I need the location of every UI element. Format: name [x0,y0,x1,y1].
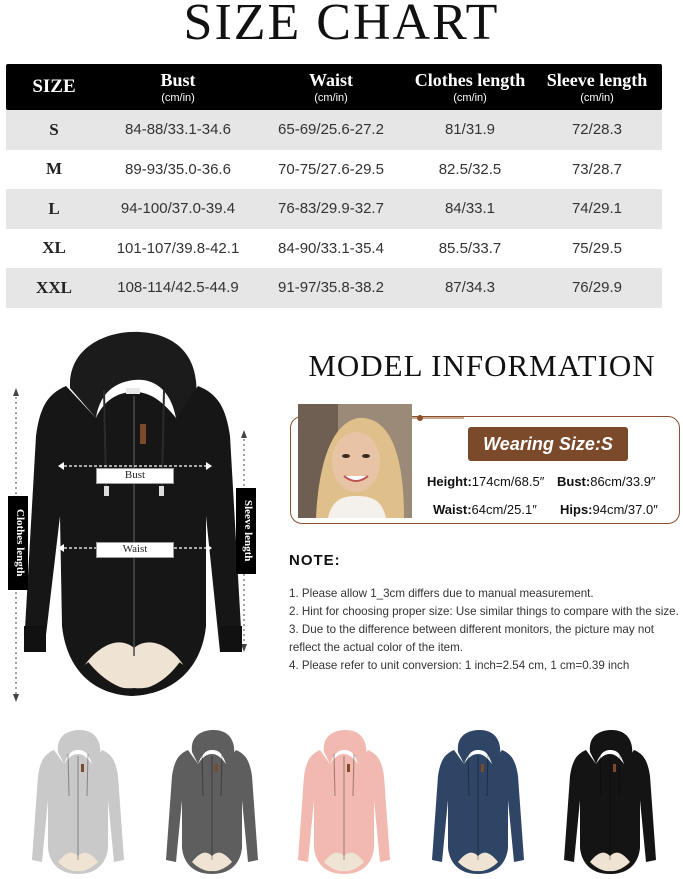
model-photo [298,404,412,518]
clothes-length-cell: 82.5/32.5 [438,160,502,178]
model-waist: Waist:64cm/25.1″ [433,502,537,517]
header-clothes-length: Clothes length (cm/in) [414,69,526,104]
waist-cell: 76-83/29.9-32.7 [278,200,384,218]
bust-cell: 101-107/39.8-42.1 [116,239,240,257]
measurement-diagram [0,326,262,706]
note-title: NOTE: [289,552,341,569]
note-item: 1. Please allow 1_3cm differs due to manual measurement. [289,587,594,600]
model-information-title: MODEL INFORMATION [308,348,656,383]
table-row [6,189,662,229]
header-size: SIZE [32,76,76,97]
header-waist: Waist (cm/in) [308,69,353,104]
model-height: Height:174cm/68.5″ [427,474,545,489]
bust-label: Bust [96,468,174,484]
bust-cell: 94-100/37.0-39.4 [120,200,236,218]
waist-cell: 70-75/27.6-29.5 [278,160,384,178]
clothes-length-cell: 85.5/33.7 [438,239,502,257]
hoodie-variant-dark-gray [158,730,266,876]
bust-cell: 89-93/35.0-36.6 [125,160,231,178]
table-row [6,268,662,308]
header-sleeve-length: Sleeve length (cm/in) [546,69,648,104]
size-cell: XXL [36,277,72,297]
bust-cell: 108-114/42.5-44.9 [117,279,239,297]
waist-cell: 65-69/25.6-27.2 [278,121,384,139]
size-cell: M [45,159,63,179]
size-cell: XL [42,238,66,258]
hoodie-variant-pink [290,730,398,876]
wearing-size-badge: Wearing Size:S [468,427,628,461]
hoodie-variant-navy [424,730,532,876]
size-chart-table [6,64,662,308]
hoodie-variant-light-gray [24,730,132,876]
waist-cell: 91-97/35.8-38.2 [278,279,384,297]
bust-cell: 84-88/33.1-34.6 [125,121,231,139]
hoodie-variant-black [556,730,664,876]
hoodie-illustration [0,326,262,706]
sleeve-length-cell: 75/29.5 [571,239,623,257]
table-header [6,64,662,110]
table-row [6,229,662,269]
sleeve-length-cell: 72/28.3 [571,121,623,139]
model-hips: Hips:94cm/37.0″ [560,502,658,517]
sleeve-length-label: Sleeve length [236,488,256,574]
clothes-length-cell: 81/31.9 [444,121,496,139]
sleeve-length-cell: 73/28.7 [571,160,623,178]
note-item: 3. Due to the difference between different monitors, the picture may not reflect the actual color of the item. [289,623,654,654]
page-title: SIZE CHART [183,0,500,51]
clothes-length-cell: 87/34.3 [444,279,496,297]
notes-list [289,585,679,675]
sleeve-length-cell: 74/29.1 [571,200,623,218]
table-row [6,150,662,190]
note-item: 2. Hint for choosing proper size: Use similar things to compare with the size. [289,605,679,618]
waist-cell: 84-90/33.1-35.4 [278,239,384,257]
note-item: 4. Please refer to unit conversion: 1 inch=2.54 cm, 1 cm=0.39 inch [289,659,630,672]
model-bust: Bust:86cm/33.9″ [557,474,656,489]
waist-label: Waist [96,542,174,558]
clothes-length-label: Clothes length [8,496,28,590]
size-cell: L [48,198,60,218]
sleeve-length-cell: 76/29.9 [571,279,623,297]
header-bust: Bust (cm/in) [160,69,196,104]
clothes-length-cell: 84/33.1 [444,200,496,218]
size-cell: S [49,119,59,139]
connector-line [412,412,472,424]
table-row [6,110,662,150]
